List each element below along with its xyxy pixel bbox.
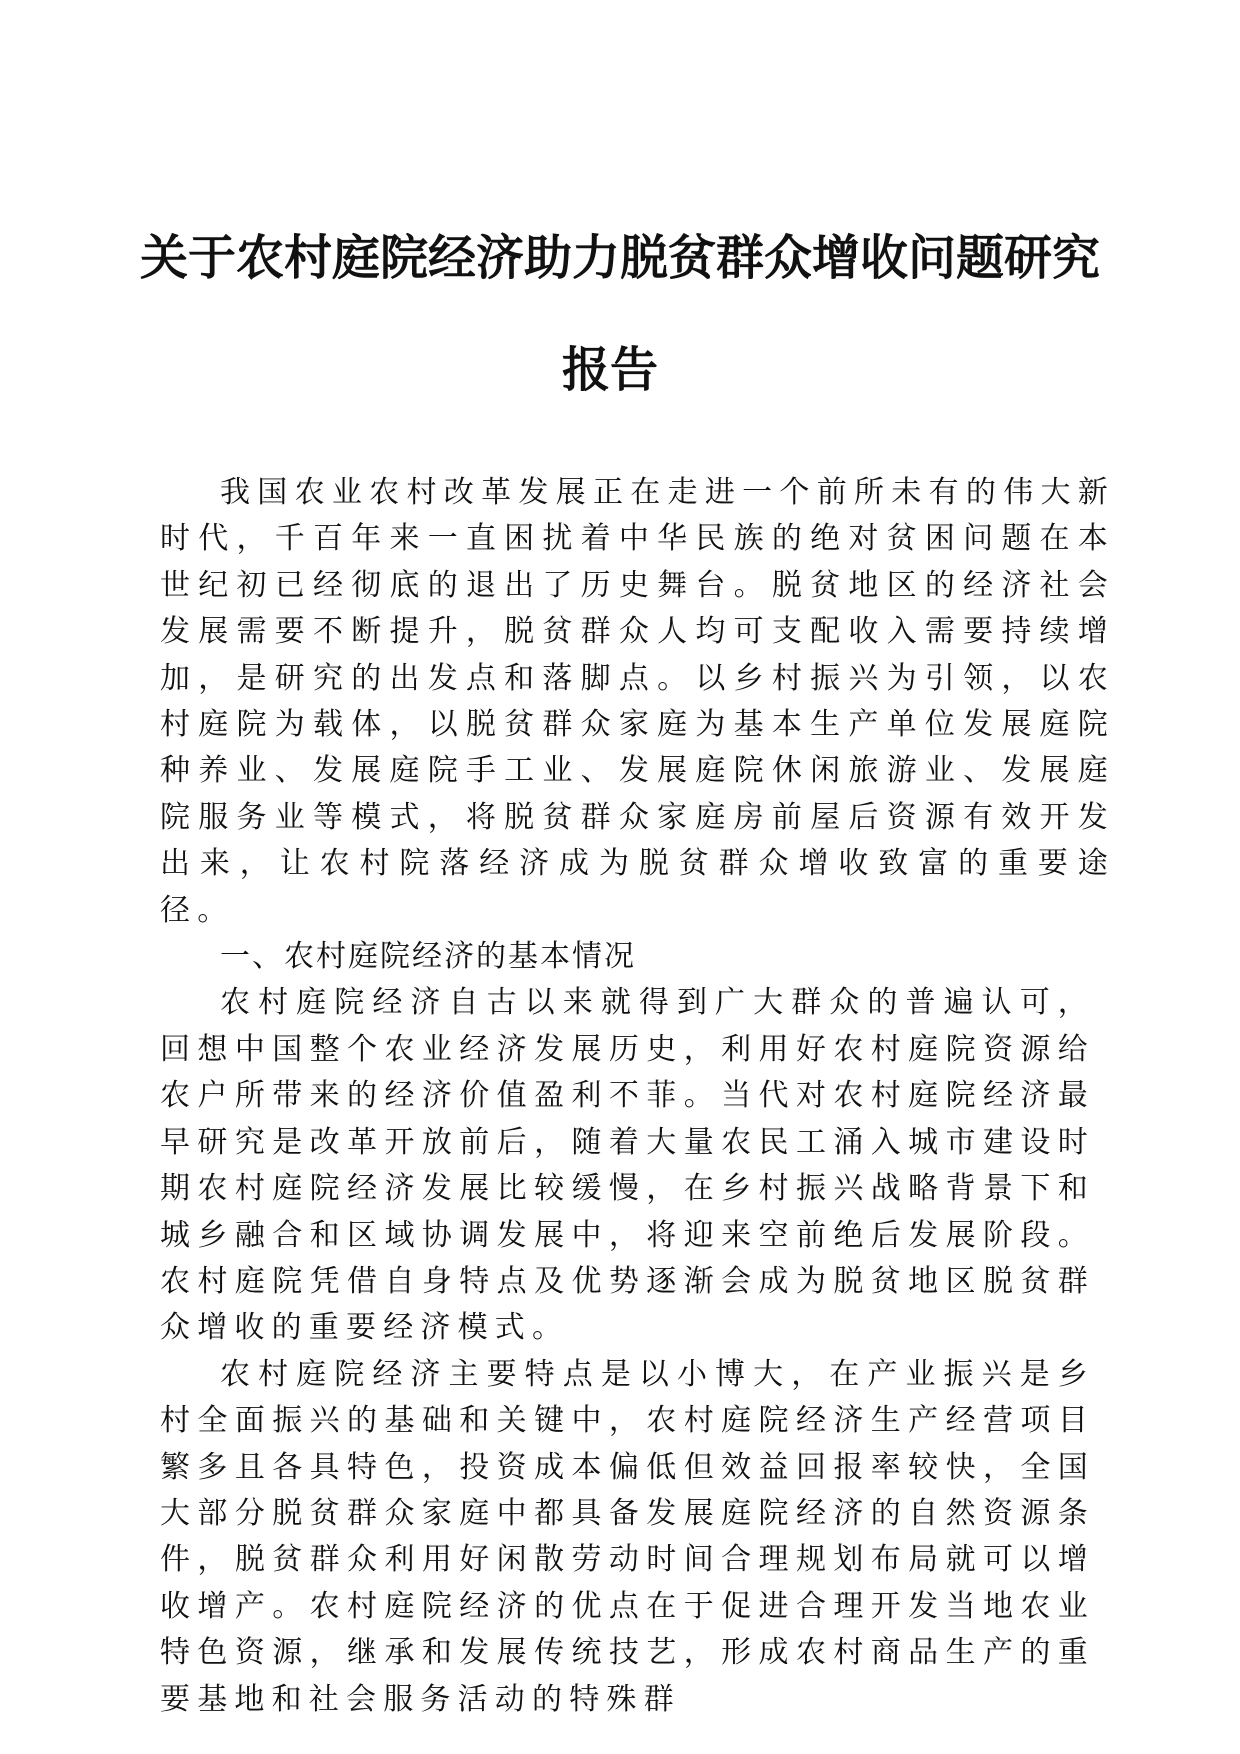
section-1-paragraph-2: 农村庭院经济主要特点是以小博大，在产业振兴是乡村全面振兴的基础和关键中，农村庭院经济生产经营项目繁多且各具特色，投资成本偏低但效益回报率较快，全国大部分脱贫群众家庭中都具备发展庭院经济的自然资源条件，脱贫群众利用好闲散劳动时间合理规划布局就可以增收增产。农村庭院经济的优点在于促进合理开发当地农业特色资源，继承和发展传统技艺，形成农村商品生产的重要基地和社会服务活动的特殊群 — [160, 1356, 1095, 1717]
document-title-line-1: 关于农村庭院经济助力脱贫群众增收问题研究 — [140, 230, 1101, 286]
intro-paragraph: 我国农业农村改革发展正在走进一个前所未有的伟大新时代，千百年来一直困扰着中华民族的绝对贫困问题在本世纪初已经彻底的退出了历史舞台。脱贫地区的经济社会发展需要不断提升，脱贫群众人均可支配收入需要持续增加，是研究的出发点和落脚点。以乡村振兴为引领，以农村庭院为载体，以脱贫群众家庭为基本生产单位发展庭院种养业、发展庭院手工业、发展庭院休闲旅游业、发展庭院服务业等模式，将脱贫群众家庭房前屋后资源有效开发出来，让农村院落经济成为脱贫群众增收致富的重要途径。 — [160, 475, 1115, 928]
document-title-line-2: 报告 — [561, 342, 658, 398]
section-1-heading: 一、农村庭院经济的基本情况 — [220, 939, 636, 975]
section-1-paragraph-1: 农村庭院经济自古以来就得到广大群众的普遍认可，回想中国整个农业经济发展历史，利用好农村庭院资源给农户所带来的经济价值盈利不菲。当代对农村庭院经济最早研究是改革开放前后，随着大量农民工涌入城市建设时期农村庭院经济发展比较缓慢，在乡村振兴战略背景下和城乡融合和区域协调发展中，将迎来空前绝后发展阶段。农村庭院凭借自身特点及优势逐渐会成为脱贫地区脱贫群众增收的重要经济模式。 — [160, 985, 1095, 1346]
document-body — [160, 470, 1115, 1723]
